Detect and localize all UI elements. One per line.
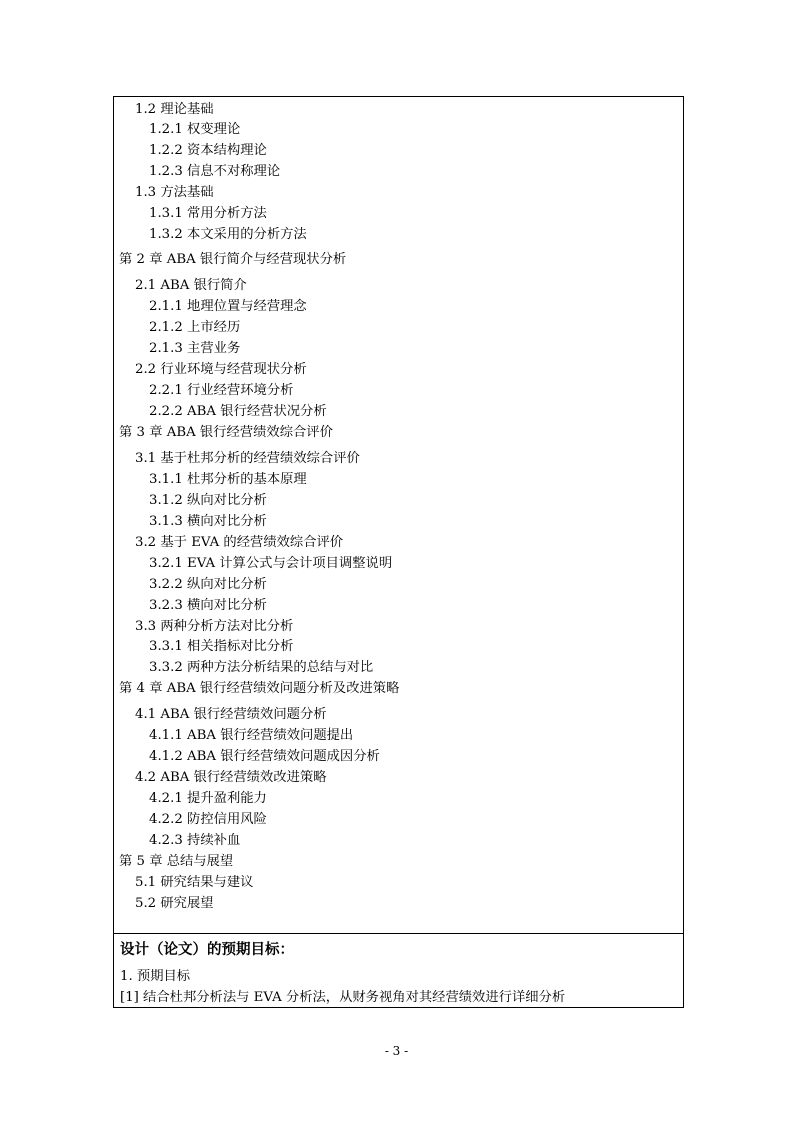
toc-section: 2.1 ABA 银行简介 [135,278,247,293]
expected-goals-subheading: 1. 预期目标 [120,969,191,984]
toc-subsection: 3.1.1 杜邦分析的基本原理 [149,472,307,487]
toc-subsection: 3.2.3 横向对比分析 [149,598,267,613]
toc-chapter: 第 4 章 ABA 银行经营绩效问题分析及改进策略 [119,681,400,696]
toc-subsection: 3.1.2 纵向对比分析 [149,493,267,508]
toc-section: 2.2 行业环境与经营现状分析 [135,362,307,377]
expected-goals-heading: 设计（论文）的预期目标： [120,941,294,958]
toc-section: 5.1 研究结果与建议 [135,875,254,890]
toc-subsection: 4.1.2 ABA 银行经营绩效问题成因分析 [149,749,380,764]
toc-subsection: 2.1.2 上市经历 [149,320,241,335]
toc-section: 3.2 基于 EVA 的经营绩效综合评价 [135,535,344,550]
toc-chapter: 第 3 章 ABA 银行经营绩效综合评价 [119,425,333,440]
toc-subsection: 2.2.1 行业经营环境分析 [149,383,294,398]
toc-subsection: 2.1.3 主营业务 [149,341,241,356]
toc-section: 3.1 基于杜邦分析的经营绩效综合评价 [135,451,360,466]
toc-subsection: 3.2.1 EVA 计算公式与会计项目调整说明 [149,556,393,571]
toc-subsection: 4.2.1 提升盈利能力 [149,791,267,806]
toc-section: 4.1 ABA 银行经营绩效问题分析 [135,707,327,722]
toc-subsection: 3.3.1 相关指标对比分析 [149,639,294,654]
toc-chapter: 第 5 章 总结与展望 [119,854,234,869]
expected-goal-item: [1] 结合杜邦分析法与 EVA 分析法，从财务视角对其经营绩效进行详细分析 [120,990,566,1005]
toc-section: 1.2 理论基础 [135,102,214,117]
section-divider [114,933,683,934]
toc-section: 1.3 方法基础 [135,185,214,200]
toc-section: 3.3 两种分析方法对比分析 [135,619,294,634]
toc-section: 5.2 研究展望 [135,896,214,911]
content-table [113,96,684,1008]
toc-subsection: 3.1.3 横向对比分析 [149,514,267,529]
toc-subsection: 1.2.2 资本结构理论 [149,143,267,158]
toc-section: 4.2 ABA 银行经营绩效改进策略 [135,770,327,785]
toc-subsection: 2.2.2 ABA 银行经营状况分析 [149,404,327,419]
toc-subsection: 1.2.3 信息不对称理论 [149,164,281,179]
toc-subsection: 3.2.2 纵向对比分析 [149,577,267,592]
page-number: - 3 - [384,1044,409,1058]
toc-subsection: 4.1.1 ABA 银行经营绩效问题提出 [149,728,354,743]
toc-subsection: 4.2.3 持续补血 [149,833,241,848]
toc-subsection: 1.2.1 权变理论 [149,122,241,137]
toc-chapter: 第 2 章 ABA 银行简介与经营现状分析 [119,252,347,267]
toc-subsection: 1.3.2 本文采用的分析方法 [149,227,307,242]
toc-subsection: 1.3.1 常用分析方法 [149,206,267,221]
toc-subsection: 3.3.2 两种方法分析结果的总结与对比 [149,660,374,675]
toc-subsection: 4.2.2 防控信用风险 [149,812,267,827]
toc-subsection: 2.1.1 地理位置与经营理念 [149,299,307,314]
